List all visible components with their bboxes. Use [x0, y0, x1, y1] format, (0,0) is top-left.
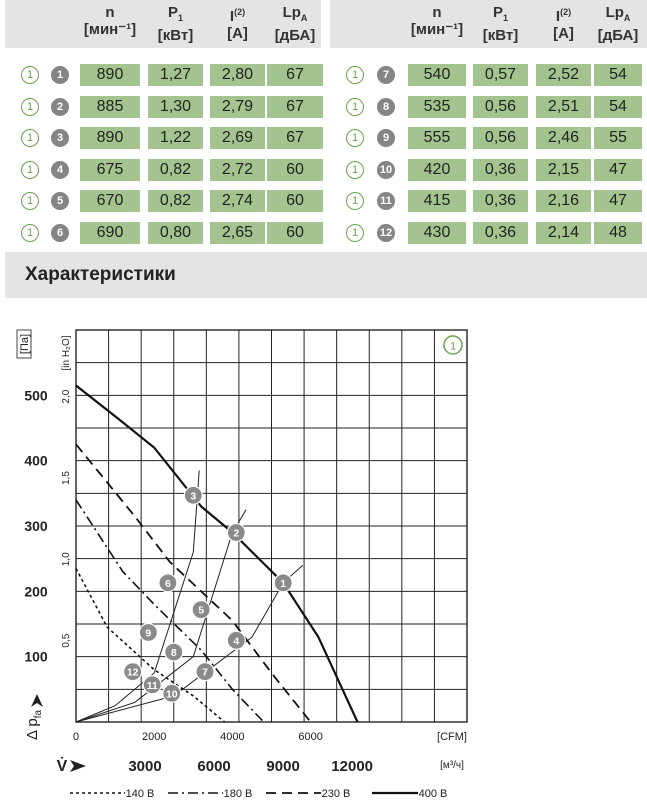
- header-unit: [A]: [553, 25, 574, 42]
- cell-p: 0,36: [473, 159, 528, 181]
- y-tick-label-pa: 500: [24, 387, 48, 404]
- cell-p: 0,82: [148, 190, 203, 212]
- curve-marker-icon: 1: [346, 192, 364, 210]
- y-tick-label-pa: 200: [24, 583, 48, 600]
- cell-lp: 67: [267, 96, 323, 118]
- cell-n: 535: [408, 96, 466, 118]
- cell-p: 0,36: [473, 190, 528, 212]
- operating-point-badge: 2: [51, 98, 69, 116]
- cell-lp: 67: [267, 64, 323, 86]
- operating-point-badge: 5: [51, 192, 69, 210]
- curve-marker-icon: 1: [21, 98, 39, 116]
- x-axis-symbol: V̇: [56, 758, 68, 775]
- cell-lp: 47: [594, 159, 642, 181]
- cell-i: 2,46: [536, 127, 591, 149]
- cell-n: 675: [80, 159, 140, 181]
- header-symbol: I: [229, 8, 235, 25]
- cell-n: 415: [408, 190, 466, 212]
- header-unit: [кВт]: [482, 27, 519, 44]
- x-axis-arrow-icon: [70, 760, 86, 772]
- cell-n: 890: [80, 127, 140, 149]
- x-tick-label-cfm: 4000: [220, 731, 245, 743]
- cell-n: 890: [80, 64, 140, 86]
- y-tick-label-pa: 400: [24, 452, 48, 469]
- cell-p: 0,56: [473, 96, 528, 118]
- operating-point-badge: 3: [51, 129, 69, 147]
- operating-point-label: 4: [233, 635, 240, 648]
- cell-p: 1,22: [148, 127, 203, 149]
- operating-point-badge: 9: [377, 129, 395, 147]
- curve-marker-icon: 1: [21, 66, 39, 84]
- system-curve: [76, 510, 246, 722]
- cell-lp: 60: [267, 222, 323, 244]
- header-symbol: n: [105, 4, 115, 21]
- x-axis-unit-cfm: [CFM]: [437, 731, 467, 743]
- operating-point-label: 2: [233, 527, 240, 540]
- cell-i: 2,80: [210, 64, 265, 86]
- curve-marker-icon: 1: [21, 224, 39, 242]
- header-symbol: P: [492, 4, 503, 21]
- cell-n: 420: [408, 159, 466, 181]
- x-tick-label-cfm: 2000: [141, 731, 167, 743]
- y-tick-label-pa: 300: [24, 518, 48, 534]
- header-unit: [дБА]: [597, 27, 639, 44]
- cell-lp: 55: [594, 127, 642, 149]
- y-tick-label-inh2o: 0,5: [61, 633, 72, 648]
- cell-i: 2,74: [210, 190, 265, 212]
- operating-point-badge: 10: [377, 161, 395, 179]
- cell-lp: 48: [594, 222, 642, 244]
- operating-point-label: 12: [126, 666, 139, 679]
- x-tick-label-m3h: 9000: [266, 758, 300, 775]
- y-axis-symbol-main: Δ p: [24, 718, 41, 741]
- legend-label: 230 В: [321, 788, 351, 800]
- cell-n: 540: [408, 64, 466, 86]
- cell-p: 1,27: [148, 64, 203, 86]
- legend-label: 140 В: [125, 788, 155, 800]
- operating-point-label: 3: [190, 490, 197, 503]
- x-tick-label-m3h: 3000: [128, 758, 162, 775]
- curve-marker-icon: 1: [346, 98, 364, 116]
- operating-point-label: 8: [170, 647, 177, 660]
- header-sub: A: [300, 13, 308, 23]
- x-axis-unit-m3h: [м³/ч]: [440, 760, 464, 771]
- legend-label: 400 В: [418, 788, 448, 800]
- header-symbol: Lp: [282, 4, 301, 21]
- curve-marker-icon: 1: [346, 224, 364, 242]
- header-symbol: n: [432, 4, 442, 21]
- cell-n: 670: [80, 190, 140, 212]
- operating-point-badge: 6: [51, 224, 69, 242]
- cell-p: 0,57: [473, 64, 528, 86]
- operating-point-badge: 4: [51, 161, 69, 179]
- operating-point-badge: 11: [377, 192, 395, 210]
- y-tick-label-inh2o: 1,0: [61, 552, 72, 567]
- cell-i: 2,15: [536, 159, 591, 181]
- cell-p: 1,30: [148, 96, 203, 118]
- operating-point-label: 5: [198, 604, 205, 617]
- curve-marker-icon: 1: [346, 66, 364, 84]
- y-axis-symbol: [24, 710, 44, 740]
- header-sup: (2): [560, 7, 572, 17]
- cell-i: 2,52: [536, 64, 591, 86]
- header-sub: 1: [178, 13, 184, 23]
- series-line-solid: [76, 386, 358, 723]
- x-tick-label-cfm: 6000: [298, 731, 323, 743]
- header-sup: (2): [234, 7, 246, 17]
- legend-label: 180 В: [223, 788, 253, 800]
- curve-marker-icon: 1: [346, 129, 364, 147]
- operating-point-label: 1: [280, 577, 287, 590]
- header-unit: [мин⁻¹]: [83, 21, 137, 38]
- system-curve: [76, 471, 199, 723]
- header-unit: [A]: [227, 25, 248, 42]
- operating-point-badge: 8: [377, 98, 395, 116]
- cell-i: 2,69: [210, 127, 265, 149]
- cell-lp: 60: [267, 190, 323, 212]
- cell-n: 555: [408, 127, 466, 149]
- cell-p: 0,56: [473, 127, 528, 149]
- cell-lp: 47: [594, 190, 642, 212]
- y-axis-arrow-icon: [31, 694, 43, 707]
- y-tick-label-pa: 100: [24, 648, 48, 665]
- header-sub: 1: [503, 13, 509, 23]
- operating-point-label: 9: [145, 627, 152, 640]
- cell-lp: 54: [594, 96, 642, 118]
- cell-i: 2,14: [536, 222, 591, 244]
- x-tick-label-cfm: 0: [72, 731, 80, 743]
- cell-i: 2,72: [210, 159, 265, 181]
- curve-marker-icon: 1: [21, 129, 39, 147]
- y-axis-unit-pa: [Па]: [19, 333, 31, 355]
- cell-p: 0,36: [473, 222, 528, 244]
- cell-lp: 67: [267, 127, 323, 149]
- operating-point-badge: 1: [51, 66, 69, 84]
- header-symbol: I: [555, 8, 561, 25]
- header-symbol: P: [167, 4, 178, 21]
- curve-marker-icon: 1: [21, 161, 39, 179]
- cell-i: 2,51: [536, 96, 591, 118]
- cell-i: 2,16: [536, 190, 591, 212]
- y-tick-label-inh2o: 1,5: [61, 471, 72, 485]
- cell-n: 885: [80, 96, 140, 118]
- header-unit: [кВт]: [157, 27, 194, 44]
- cell-n: 430: [408, 222, 466, 244]
- cell-i: 2,65: [210, 222, 265, 244]
- operating-point-label: 6: [164, 577, 171, 590]
- operating-point-label: 11: [146, 679, 158, 692]
- header-sub: A: [623, 13, 631, 23]
- header-symbol: Lp: [605, 4, 624, 21]
- x-tick-label-m3h: 12000: [331, 758, 374, 775]
- corner-marker-label: 1: [449, 340, 457, 353]
- curve-marker-icon: 1: [21, 192, 39, 210]
- operating-point-label: 7: [202, 666, 208, 679]
- x-tick-label-m3h: 6000: [197, 758, 231, 775]
- cell-i: 2,79: [210, 96, 265, 118]
- header-unit: [дБА]: [274, 27, 316, 44]
- cell-n: 690: [80, 222, 140, 244]
- section-title: Характеристики: [25, 264, 176, 285]
- system-curve: [76, 565, 303, 722]
- operating-point-badge: 7: [377, 66, 395, 84]
- y-tick-label-inh2o: 2,0: [61, 389, 72, 404]
- cell-lp: 60: [267, 159, 323, 181]
- operating-point-label: 10: [165, 688, 178, 701]
- y-axis-symbol-sub: fa: [33, 709, 44, 719]
- cell-lp: 54: [594, 64, 642, 86]
- curve-marker-icon: 1: [346, 161, 364, 179]
- cell-p: 0,82: [148, 159, 203, 181]
- y-axis-unit-inh2o: [in H₂O]: [61, 335, 72, 371]
- cell-p: 0,80: [148, 222, 203, 244]
- header-unit: [мин⁻¹]: [410, 21, 464, 38]
- operating-point-badge: 12: [377, 224, 395, 242]
